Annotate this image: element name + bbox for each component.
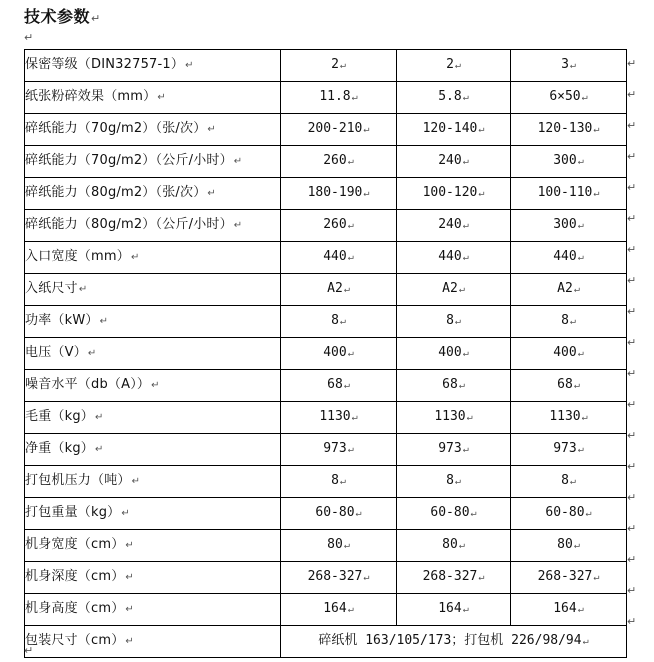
paragraph-mark-icon: ↵	[581, 412, 588, 423]
paragraph-mark-icon: ↵	[347, 604, 354, 615]
paragraph-mark-icon: ↵	[573, 380, 580, 391]
row-label	[25, 402, 281, 434]
row-label-text: 保密等级（DIN32757-1）	[25, 57, 185, 72]
paragraph-mark-icon: ↵	[343, 540, 350, 551]
row-value	[511, 178, 627, 210]
row-value	[397, 594, 511, 626]
row-value	[397, 338, 511, 370]
row-label	[25, 370, 281, 402]
row-value-text: 260	[323, 153, 347, 168]
row-value-text: 120-140	[422, 121, 478, 136]
row-label	[25, 146, 281, 178]
paragraph-mark-icon: ↵	[577, 252, 584, 263]
paragraph-mark-icon: ↵	[627, 584, 637, 597]
paragraph-mark-icon: ↵	[478, 124, 485, 135]
paragraph-mark-icon: ↵	[627, 212, 637, 225]
row-value	[397, 210, 511, 242]
paragraph-mark-icon: ↵	[627, 119, 637, 132]
row-value	[511, 274, 627, 306]
row-value-text: 440	[438, 249, 462, 264]
row-value	[397, 466, 511, 498]
row-label-text: 机身高度（cm）	[25, 601, 125, 616]
table-row	[25, 114, 627, 146]
spec-table	[24, 49, 627, 658]
paragraph-mark-icon: ↵	[125, 604, 135, 615]
paragraph-mark-icon: ↵	[343, 284, 350, 295]
paragraph-mark-icon: ↵	[627, 88, 637, 101]
row-value-text: 260	[323, 217, 347, 232]
paragraph-mark-icon: ↵	[593, 572, 600, 583]
paragraph-mark-icon: ↵	[355, 508, 362, 519]
paragraph-mark-icon: ↵	[569, 316, 576, 327]
row-value	[511, 338, 627, 370]
row-value	[511, 402, 627, 434]
paragraph-mark-icon: ↵	[207, 124, 216, 135]
row-label-text: 碎纸能力（70g/m2）（公斤/小时）	[25, 153, 233, 168]
row-label	[25, 530, 281, 562]
row-value	[281, 370, 397, 402]
row-value-text: 1130	[319, 409, 351, 424]
row-value-text: 268-327	[422, 569, 478, 584]
row-value-text: 68	[557, 377, 573, 392]
paragraph-mark-icon: ↵	[593, 188, 600, 199]
paragraph-mark-icon: ↵	[125, 540, 135, 551]
row-value	[281, 114, 397, 146]
row-value	[397, 178, 511, 210]
row-value	[397, 562, 511, 594]
row-value-text: 180-190	[307, 185, 363, 200]
table-row	[25, 82, 627, 114]
paragraph-mark-icon: ↵	[157, 92, 166, 103]
row-label-text: 净重（kg）	[25, 441, 94, 456]
paragraph-mark-icon: ↵	[185, 60, 194, 71]
paragraph-mark-icon: ↵	[121, 508, 130, 519]
table-row	[25, 178, 627, 210]
row-value-text: 80	[327, 537, 343, 552]
row-value-text: 300	[553, 153, 577, 168]
paragraph-mark-icon: ↵	[577, 444, 584, 455]
paragraph-mark-icon: ↵	[573, 284, 580, 295]
paragraph-mark-icon: ↵	[347, 220, 354, 231]
row-value	[281, 210, 397, 242]
row-value-text: 8	[331, 313, 339, 328]
row-value	[281, 594, 397, 626]
table-row	[25, 434, 627, 466]
paragraph-mark-icon: ↵	[130, 252, 140, 263]
paragraph-mark-icon: ↵	[343, 380, 350, 391]
paragraph-mark-icon: ↵	[454, 60, 461, 71]
paragraph-mark-icon: ↵	[627, 57, 637, 70]
row-value-text: 973	[438, 441, 462, 456]
row-label-text: 碎纸能力（80g/m2）（张/次）	[25, 185, 207, 200]
row-label-text: 包装尺寸（cm）	[25, 633, 125, 648]
row-value	[281, 146, 397, 178]
paragraph-mark-icon: ↵	[363, 124, 370, 135]
row-value	[281, 498, 397, 530]
paragraph-mark-icon: ↵	[627, 429, 637, 442]
row-value	[511, 530, 627, 562]
paragraph-mark-icon: ↵	[24, 644, 34, 657]
row-value	[397, 114, 511, 146]
row-value	[281, 306, 397, 338]
paragraph-mark-icon: ↵	[233, 220, 243, 231]
paragraph-mark-icon: ↵	[94, 412, 104, 423]
paragraph-mark-icon: ↵	[627, 615, 637, 628]
row-value	[511, 466, 627, 498]
row-label	[25, 562, 281, 594]
table-row	[25, 402, 627, 434]
row-label	[25, 274, 281, 306]
row-value-text: 2	[331, 57, 339, 72]
row-value	[511, 146, 627, 178]
row-value-text: 973	[553, 441, 577, 456]
paragraph-mark-icon: ↵	[627, 398, 637, 411]
row-value	[281, 434, 397, 466]
paragraph-mark-icon: ↵	[577, 348, 584, 359]
row-value	[511, 434, 627, 466]
paragraph-mark-icon: ↵	[627, 181, 637, 194]
paragraph-mark-icon: ↵	[573, 540, 580, 551]
paragraph-mark-icon: ↵	[585, 508, 592, 519]
table-row	[25, 210, 627, 242]
paragraph-mark-icon: ↵	[462, 252, 469, 263]
paragraph-mark-icon: ↵	[151, 380, 160, 391]
row-value	[281, 562, 397, 594]
paragraph-mark-icon: ↵	[347, 156, 354, 167]
row-label-text: 电压（V）	[25, 345, 87, 360]
row-value-text: A2	[442, 281, 458, 296]
row-label	[25, 114, 281, 146]
row-value-text: 1130	[549, 409, 581, 424]
row-value-text: 1130	[434, 409, 466, 424]
row-value-text: 240	[438, 217, 462, 232]
row-value-text: 268-327	[307, 569, 363, 584]
paragraph-mark-icon: ↵	[569, 60, 576, 71]
row-value-text: 6×50	[549, 89, 581, 104]
row-value-text: 400	[553, 345, 577, 360]
row-label	[25, 434, 281, 466]
row-label	[25, 178, 281, 210]
table-row	[25, 370, 627, 402]
paragraph-mark-icon: ↵	[339, 316, 346, 327]
row-value-text: 5.8	[438, 89, 462, 104]
row-value-text: 8	[561, 313, 569, 328]
row-label	[25, 594, 281, 626]
table-row	[25, 274, 627, 306]
row-value	[397, 82, 511, 114]
paragraph-mark-icon: ↵	[462, 348, 469, 359]
row-value-text: 240	[438, 153, 462, 168]
row-label-text: 打包机压力（吨）	[25, 473, 131, 488]
paragraph-mark-icon: ↵	[454, 316, 461, 327]
row-value-text: 2	[446, 57, 454, 72]
paragraph-mark-icon: ↵	[478, 188, 485, 199]
row-value-text: 8	[446, 473, 454, 488]
row-value-text: 400	[323, 345, 347, 360]
row-value-text: 8	[561, 473, 569, 488]
paragraph-mark-icon: ↵	[363, 572, 370, 583]
row-label-text: 碎纸能力（70g/m2）（张/次）	[25, 121, 207, 136]
row-value	[511, 370, 627, 402]
paragraph-mark-icon: ↵	[627, 336, 637, 349]
paragraph-mark-icon: ↵	[347, 444, 354, 455]
paragraph-mark-icon: ↵	[458, 540, 465, 551]
row-value-text: A2	[327, 281, 343, 296]
paragraph-mark-icon: ↵	[569, 476, 576, 487]
paragraph-mark-icon: ↵	[627, 367, 637, 380]
row-value	[397, 370, 511, 402]
paragraph-mark-icon: ↵	[454, 476, 461, 487]
table-row	[25, 466, 627, 498]
table-row	[25, 530, 627, 562]
row-value-text: 164	[553, 601, 577, 616]
row-value	[397, 530, 511, 562]
row-value	[511, 306, 627, 338]
row-value-text: 400	[438, 345, 462, 360]
paragraph-mark-icon: ↵	[363, 188, 370, 199]
paragraph-mark-icon: ↵	[462, 92, 469, 103]
paragraph-mark-icon: ↵	[627, 150, 637, 163]
paragraph-mark-icon: ↵	[462, 156, 469, 167]
document-title	[24, 4, 101, 27]
row-value	[397, 306, 511, 338]
row-value	[281, 466, 397, 498]
row-label-text: 纸张粉碎效果（mm）	[25, 89, 157, 104]
row-label-text: 入纸尺寸	[25, 281, 78, 296]
paragraph-mark-icon: ↵	[91, 12, 101, 25]
paragraph-mark-icon: ↵	[577, 220, 584, 231]
row-label	[25, 466, 281, 498]
paragraph-mark-icon: ↵	[458, 284, 465, 295]
paragraph-mark-icon: ↵	[125, 636, 135, 647]
row-value-text: A2	[557, 281, 573, 296]
paragraph-mark-icon: ↵	[24, 31, 34, 44]
row-value	[281, 82, 397, 114]
row-label	[25, 82, 281, 114]
row-value	[397, 402, 511, 434]
paragraph-mark-icon: ↵	[339, 60, 346, 71]
paragraph-mark-icon: ↵	[627, 274, 637, 287]
row-value-text: 80	[557, 537, 573, 552]
row-value-text: 268-327	[537, 569, 593, 584]
row-value-text: 120-130	[537, 121, 593, 136]
paragraph-mark-icon: ↵	[78, 284, 88, 295]
packaging-value	[281, 626, 627, 658]
row-value-text: 8	[331, 473, 339, 488]
table-row	[25, 306, 627, 338]
row-label-text: 打包重量（kg）	[25, 505, 121, 520]
row-value	[511, 82, 627, 114]
paragraph-mark-icon: ↵	[351, 412, 358, 423]
paragraph-mark-icon: ↵	[87, 348, 97, 359]
row-value-text: 164	[323, 601, 347, 616]
row-value-text: 200-210	[307, 121, 363, 136]
row-value	[511, 562, 627, 594]
row-value	[511, 498, 627, 530]
row-value-text: 60-80	[545, 505, 585, 520]
paragraph-mark-icon: ↵	[462, 220, 469, 231]
row-value-text: 80	[442, 537, 458, 552]
row-label	[25, 50, 281, 82]
row-value-text: 60-80	[430, 505, 470, 520]
row-label	[25, 242, 281, 274]
paragraph-mark-icon: ↵	[470, 508, 477, 519]
paragraph-mark-icon: ↵	[577, 156, 584, 167]
row-label-text: 毛重（kg）	[25, 409, 94, 424]
row-label-text: 碎纸能力（80g/m2）（公斤/小时）	[25, 217, 233, 232]
row-value	[281, 402, 397, 434]
paragraph-mark-icon: ↵	[351, 92, 358, 103]
paragraph-mark-icon: ↵	[627, 491, 637, 504]
row-value-text: 440	[323, 249, 347, 264]
row-label-text: 机身宽度（cm）	[25, 537, 125, 552]
table-row	[25, 498, 627, 530]
row-value-text: 68	[327, 377, 343, 392]
paragraph-mark-icon: ↵	[577, 604, 584, 615]
table-row	[25, 594, 627, 626]
paragraph-mark-icon: ↵	[627, 522, 637, 535]
paragraph-mark-icon: ↵	[233, 156, 243, 167]
paragraph-mark-icon: ↵	[347, 348, 354, 359]
document-title-text: 技术参数	[24, 7, 91, 26]
paragraph-mark-icon: ↵	[582, 636, 589, 647]
paragraph-mark-icon: ↵	[593, 124, 600, 135]
paragraph-mark-icon: ↵	[458, 380, 465, 391]
row-value	[281, 242, 397, 274]
paragraph-mark-icon: ↵	[478, 572, 485, 583]
row-value	[397, 146, 511, 178]
row-value-text: 100-110	[537, 185, 593, 200]
row-label	[25, 306, 281, 338]
row-value	[511, 594, 627, 626]
paragraph-mark-icon: ↵	[627, 460, 637, 473]
row-value	[511, 242, 627, 274]
row-value	[397, 242, 511, 274]
row-value	[281, 274, 397, 306]
row-value	[397, 498, 511, 530]
row-value-text: 60-80	[315, 505, 355, 520]
row-label-text: 入口宽度（mm）	[25, 249, 130, 264]
row-label-text: 机身深度（cm）	[25, 569, 125, 584]
paragraph-mark-icon: ↵	[125, 572, 135, 583]
paragraph-mark-icon: ↵	[627, 243, 637, 256]
table-row	[25, 146, 627, 178]
paragraph-mark-icon: ↵	[339, 476, 346, 487]
paragraph-mark-icon: ↵	[466, 412, 473, 423]
paragraph-mark-icon: ↵	[581, 92, 588, 103]
row-value-text: 440	[553, 249, 577, 264]
paragraph-mark-icon: ↵	[462, 604, 469, 615]
row-label-text: 功率（kW）	[25, 313, 99, 328]
row-value-text: 11.8	[319, 89, 351, 104]
row-label	[25, 210, 281, 242]
row-label	[25, 338, 281, 370]
row-value	[281, 50, 397, 82]
row-value	[281, 338, 397, 370]
row-value-text: 100-120	[422, 185, 478, 200]
row-value-text: 973	[323, 441, 347, 456]
paragraph-mark-icon: ↵	[627, 553, 637, 566]
row-value	[281, 178, 397, 210]
paragraph-mark-icon: ↵	[627, 305, 637, 318]
paragraph-mark-icon: ↵	[99, 316, 109, 327]
table-row	[25, 50, 627, 82]
row-value	[511, 114, 627, 146]
row-value-text: 8	[446, 313, 454, 328]
paragraph-mark-icon: ↵	[131, 476, 141, 487]
paragraph-mark-icon: ↵	[347, 252, 354, 263]
row-value-text: 164	[438, 601, 462, 616]
paragraph-mark-icon: ↵	[207, 188, 216, 199]
table-row	[25, 338, 627, 370]
paragraph-mark-icon: ↵	[462, 444, 469, 455]
paragraph-mark-icon: ↵	[94, 444, 104, 455]
row-value	[397, 434, 511, 466]
table-row	[25, 626, 627, 658]
row-value	[397, 50, 511, 82]
row-value	[397, 274, 511, 306]
row-value	[281, 530, 397, 562]
row-value-text: 3	[561, 57, 569, 72]
table-row	[25, 242, 627, 274]
row-label-text: 噪音水平（db（A））	[25, 377, 151, 392]
row-label	[25, 498, 281, 530]
row-label	[25, 626, 281, 658]
packaging-value-text: 碎纸机 163/105/173；打包机 226/98/94	[318, 633, 582, 648]
row-value-text: 300	[553, 217, 577, 232]
table-row	[25, 562, 627, 594]
row-value	[511, 50, 627, 82]
row-value	[511, 210, 627, 242]
row-value-text: 68	[442, 377, 458, 392]
